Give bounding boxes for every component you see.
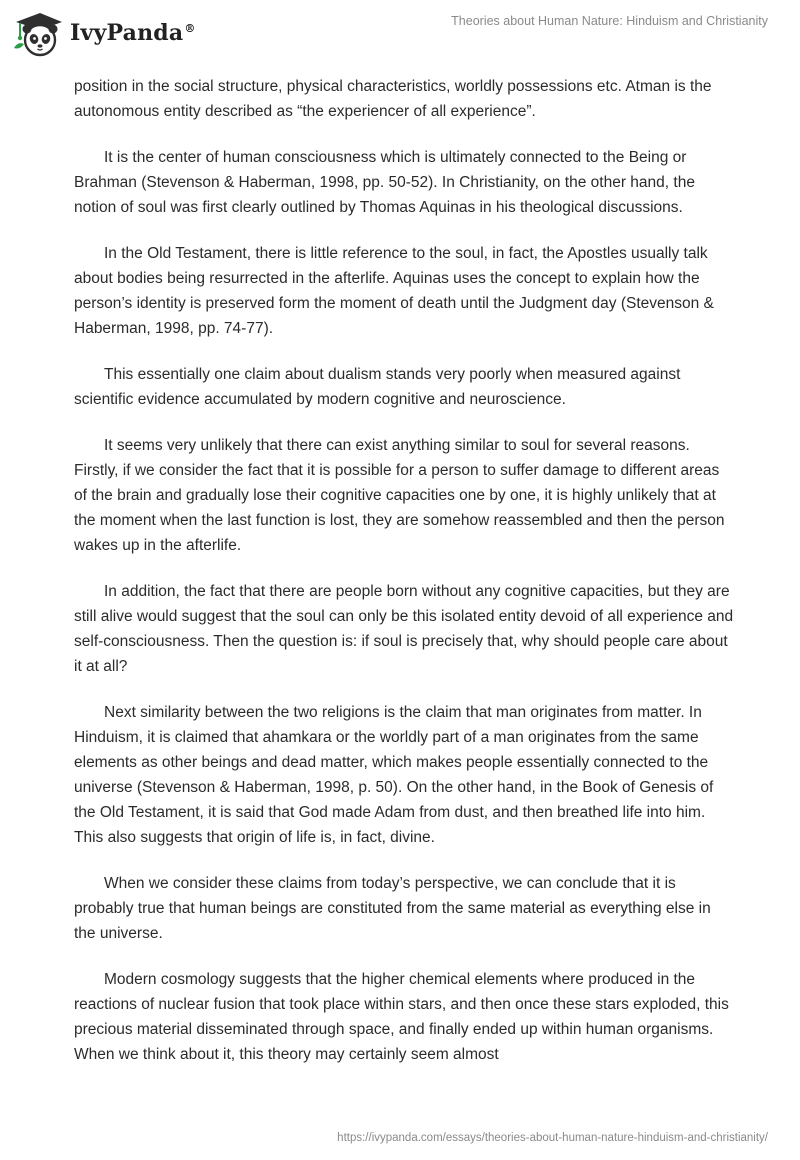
paragraph-6: In addition, the fact that there are people born without any cognitive capacities, but they are still alive would suggest that the soul can only be this isolated entity devoid of all experience and self-consciousness. Then the question is: if soul is precisely that, why should people care about it at all? xyxy=(74,583,734,675)
paragraph-7: Next similarity between the two religions is the claim that man originates from matter. In Hinduism, it is claimed that ahamkara or the worldly part of a man originates from the same elements as other beings and dead matter, which makes people essentially connected to the universe (Stevenson & Haberman, 1998, p. 50). On the other hand, in the Book of Genesis of the Old Testament, it is said that God made Adam from dust, and then breathed life into him. This also suggests that origin of life is, in fact, divine. xyxy=(74,704,714,846)
paragraph-4: This essentially one claim about dualism stands very poorly when measured against scientific evidence accumulated by modern cognitive and neuroscience. xyxy=(74,366,681,408)
paragraph-3: In the Old Testament, there is little reference to the soul, in fact, the Apostles usually talk about bodies being resurrected in the afterlife. Aquinas uses the concept to explain how the person’s identity is preserved form the moment of death until the Judgment day (Stevenson & Haberman, 1998, pp. 74-77). xyxy=(74,245,714,337)
document-title: Theories about Human Nature: Hinduism and Christianity xyxy=(451,14,768,28)
brand-name: IvyPanda® xyxy=(70,20,196,46)
essay-body xyxy=(74,74,734,1088)
paragraph-9: Modern cosmology suggests that the higher chemical elements where produced in the reactions of nuclear fusion that took place within stars, and then once these stars exploded, this precious material disseminated through space, and finally ended up within human organisms. When we think about it, this theory may certainly seem almost xyxy=(74,971,729,1063)
panda-graduation-cap-icon xyxy=(12,8,64,58)
paragraph-8: When we consider these claims from today’s perspective, we can conclude that it is probably true that human beings are constituted from the same material as everything else in the universe. xyxy=(74,875,711,942)
source-url-link[interactable]: https://ivypanda.com/essays/theories-about-human-nature-hinduism-and-christianity/ xyxy=(337,1132,768,1144)
registered-mark: ® xyxy=(184,21,196,35)
brand-logo[interactable] xyxy=(12,8,196,58)
page-header xyxy=(0,0,800,70)
paragraph-1: position in the social structure, physical characteristics, worldly possessions etc. Atman is the autonomous entity described as “the experiencer of all experience”. xyxy=(74,78,712,120)
paragraph-2: It is the center of human consciousness which is ultimately connected to the Being or Brahman (Stevenson & Haberman, 1998, pp. 50-52). In Christianity, on the other hand, the notion of soul was first clearly outlined by Thomas Aquinas in his theological discussions. xyxy=(74,149,695,216)
paragraph-5: It seems very unlikely that there can exist anything similar to soul for several reasons. Firstly, if we consider the fact that it is possible for a person to suffer damage to different areas of the brain and gradually lose their cognitive capacities one by one, it is highly unlikely that at the moment when the last function is lost, they are somehow reassembled and then the person wakes up in the afterlife. xyxy=(74,437,725,554)
